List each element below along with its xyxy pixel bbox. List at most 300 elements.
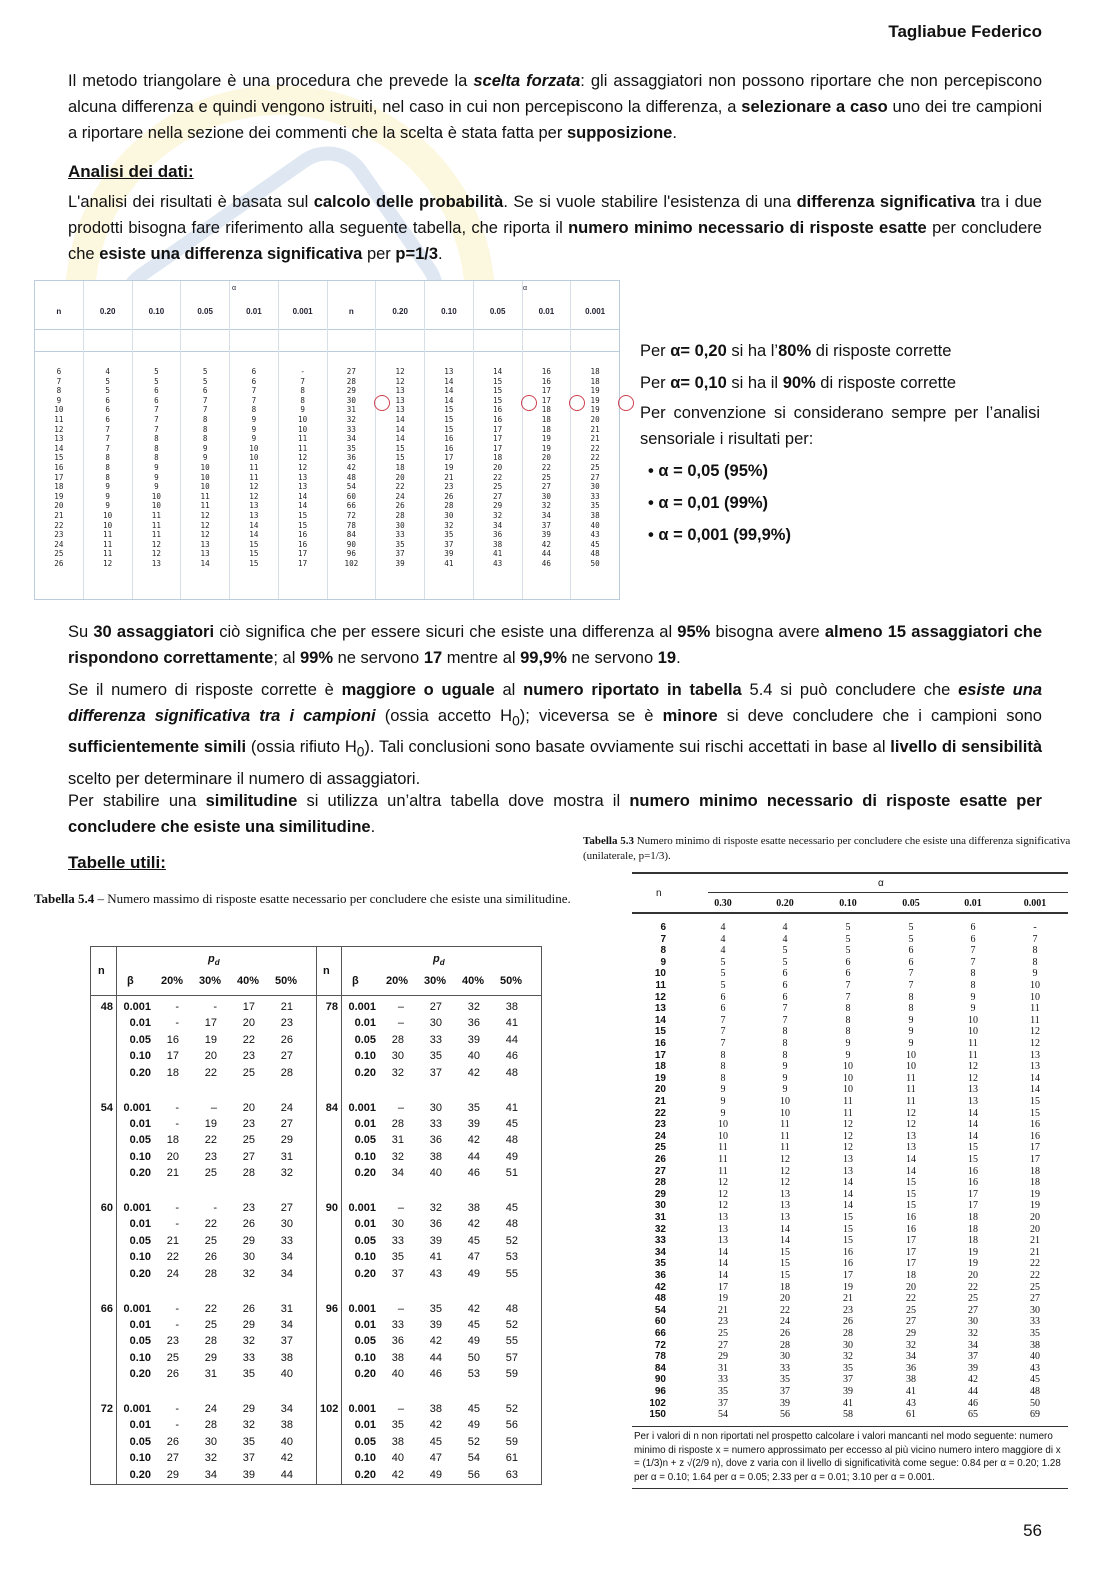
table-cell: 15	[968, 1154, 978, 1165]
table-cell: 40	[1030, 1351, 1040, 1363]
table-cell: 26	[204, 1251, 217, 1264]
table-cell: 10	[718, 1130, 728, 1142]
table-cell: 25	[204, 1318, 217, 1331]
table-cell: 22	[780, 1304, 790, 1316]
group-n: 90	[325, 1202, 338, 1214]
table-cell: 42	[391, 1468, 404, 1481]
table-cell: 17	[242, 1001, 255, 1013]
table-cell: 34	[906, 1351, 916, 1363]
table-cell: 33	[391, 1234, 404, 1247]
conclusion-paragraph: Se il numero di risposte corrette è maggiore o uguale al numero riportato in tabella 5.4 si può concludere che esiste una differenza significativa tra i campioni (ossia accetto $H_0$); viceversa se è minore si deve concludere che i campioni sono sufficientemente simili (ossia rifiuto $H_0$). Tali conclusioni sono basate ovviamente sui rischi accettati in base al livello di sensibilità scelto per determinare il numero di assaggiatori.	[68, 681, 1043, 788]
table-cell: 5	[782, 956, 788, 968]
beta-value: 0.10	[129, 1351, 151, 1364]
table-cell: 8	[720, 1061, 726, 1073]
table-cell: 24	[280, 1101, 293, 1114]
beta-value: 0.20	[354, 1066, 376, 1079]
table-cell: 47	[429, 1452, 442, 1465]
assaggiatori-paragraph: Su 30 assaggiatori ciò significa che per essere sicuri che esiste una differenza al 95% bisogna avere almeno 15 assaggiatori che rispondono correttamente; al 99% ne servono 17 mentre al 99,9% ne servono 19.	[68, 623, 1043, 667]
table-cell: 18	[1030, 1177, 1040, 1189]
table-cell: 8	[970, 968, 976, 980]
beta-value: 0.20	[354, 1267, 376, 1280]
table-cell: 10	[780, 1107, 790, 1119]
beta-header: β	[352, 975, 359, 987]
table-cell: 22	[204, 1218, 217, 1231]
table-cell: 30	[429, 1101, 442, 1114]
table-cell: 13	[780, 1212, 790, 1223]
table-cell: 12	[780, 1177, 790, 1189]
table-cell: 40	[429, 1167, 442, 1180]
alpha-column-header: 0.30	[714, 898, 732, 909]
table-cell: 18	[968, 1212, 978, 1223]
table-cell: 5	[845, 933, 851, 945]
table-cell: 17	[968, 1188, 978, 1200]
table-cell: 8	[720, 1049, 726, 1061]
table-cell: 29	[204, 1351, 217, 1364]
table-cell: 5	[845, 945, 851, 957]
table-cell: 12	[780, 1154, 790, 1165]
table-cell: 45	[467, 1318, 480, 1331]
table-cell: 37	[391, 1267, 404, 1280]
table-cell: –	[397, 1017, 404, 1030]
table-cell: 12	[843, 1119, 853, 1131]
table-cell: 27	[906, 1316, 916, 1328]
table-cell: 4	[720, 933, 726, 945]
table-cell: 6	[908, 945, 914, 957]
beta-value: 0.01	[354, 1017, 376, 1030]
table-cell: 32	[906, 1339, 916, 1351]
table-cell: 44	[968, 1386, 978, 1397]
table-cell: 7	[970, 956, 976, 968]
table-cell: 13	[906, 1142, 916, 1154]
beta-value: 0.20	[129, 1167, 151, 1180]
n-value: 54	[654, 1304, 666, 1316]
table-cell: 10	[1030, 991, 1040, 1003]
table-cell: 11	[718, 1165, 728, 1177]
table-cell: 16	[166, 1033, 179, 1046]
table-cell: 26	[242, 1218, 255, 1231]
column-header: 0.05	[197, 307, 213, 316]
table-cell: 9	[908, 1026, 914, 1038]
table-cell: 32	[968, 1328, 978, 1339]
beta-value: 0.10	[354, 1150, 376, 1163]
highlight-circle	[618, 395, 634, 411]
table-cell: 4	[720, 945, 726, 957]
table-cell: 38	[391, 1351, 404, 1364]
table-cell: 9	[720, 1107, 726, 1119]
table-cell: 41	[429, 1251, 442, 1264]
author-name: Tagliabue Federico	[888, 22, 1042, 41]
table-cell: 27	[280, 1202, 293, 1214]
table-cell: 16	[968, 1165, 978, 1177]
beta-value: 0.001	[123, 1202, 151, 1214]
table-cell: 37	[780, 1386, 790, 1397]
table-column	[523, 281, 572, 599]
table-cell: 6	[782, 980, 788, 991]
table-cell: 8	[782, 1049, 788, 1061]
table-cell: 22	[906, 1293, 916, 1305]
n-value: 11	[655, 980, 666, 991]
beta-value: 0.05	[354, 1134, 376, 1147]
table-cell: 39	[780, 1397, 790, 1409]
table-cell: -	[175, 1117, 179, 1130]
table-cell: 16	[1030, 1119, 1040, 1131]
n-value: 27	[654, 1165, 666, 1177]
analisi-heading: Analisi dei dati:	[68, 162, 194, 181]
table-cell: 12	[968, 1072, 978, 1084]
table-cell: 19	[204, 1033, 217, 1046]
table-cell: 35	[429, 1302, 442, 1315]
table-cell: 12	[906, 1107, 916, 1119]
table-cell: 42	[968, 1374, 978, 1386]
n-value: 60	[654, 1316, 666, 1328]
table-cell: 14	[718, 1246, 728, 1258]
table-cell: 7	[908, 980, 914, 991]
alpha-column-header: 0.20	[776, 898, 794, 909]
table-cell: 36	[429, 1218, 442, 1231]
table-cell: 29	[242, 1318, 255, 1331]
table-cell: 15	[906, 1200, 916, 1212]
table-cell: 34	[280, 1267, 293, 1280]
table-cell: 40	[280, 1368, 293, 1381]
n-value: 31	[654, 1212, 666, 1223]
table-cell: 12	[1030, 1038, 1040, 1049]
table-cell: 19	[1030, 1188, 1040, 1200]
table-cell: -	[175, 1001, 179, 1013]
table-cell: 48	[505, 1066, 518, 1079]
table-cell: 20	[166, 1150, 179, 1163]
n-value: 9	[660, 956, 666, 968]
table-cell: 10	[906, 1049, 916, 1061]
table-cell: 17	[1030, 1142, 1040, 1154]
table-cell: 9	[970, 1003, 976, 1015]
table-cell: 28	[280, 1066, 293, 1079]
table-cell: 9	[720, 1096, 726, 1107]
column-values: 13 14 14 14 15 15 15 16 16 17 19 21 23 26 28 30 32 35 37 39 41	[444, 367, 454, 568]
group-n: 96	[325, 1302, 338, 1315]
table-cell: 15	[1030, 1096, 1040, 1107]
table-cell: 33	[780, 1362, 790, 1374]
table-column	[181, 281, 230, 599]
table-cell: 34	[968, 1339, 978, 1351]
table-cell: 59	[505, 1368, 518, 1381]
table-cell: 63	[505, 1468, 518, 1481]
table-cell: 34	[204, 1468, 217, 1481]
table-cell: 43	[429, 1267, 442, 1280]
table-cell: 13	[968, 1096, 978, 1107]
column-header: 0.01	[246, 307, 262, 316]
table-cell: 9	[782, 1061, 788, 1073]
table-cell: 15	[906, 1177, 916, 1189]
highlight-circle	[521, 395, 537, 411]
n-value: 8	[660, 945, 666, 957]
table-cell: 16	[1030, 1130, 1040, 1142]
table-cell: 13	[906, 1130, 916, 1142]
table-cell: 30	[204, 1435, 217, 1448]
table-cell: 40	[391, 1368, 404, 1381]
table-column	[279, 281, 328, 599]
table-cell: 32	[242, 1267, 255, 1280]
table-cell: 37	[280, 1335, 293, 1348]
table-cell: 38	[1030, 1339, 1040, 1351]
table-cell: 35	[467, 1101, 480, 1114]
table-cell: 9	[845, 1038, 851, 1049]
table-cell: 5	[845, 922, 851, 933]
table-cell: 23	[166, 1335, 179, 1348]
pd-header: $p_d$	[208, 953, 220, 968]
table-cell: 38	[391, 1435, 404, 1448]
table-cell: 28	[204, 1335, 217, 1348]
beta-value: 0.10	[354, 1251, 376, 1264]
table-cell: 45	[467, 1403, 480, 1415]
table-cell: –	[397, 1202, 404, 1214]
column-values: 14 15 15 15 16 16 17 17 17 18 20 22 25 27 29 32 34 36 38 41 43	[493, 367, 503, 568]
table-cell: 10	[968, 1026, 978, 1038]
beta-value: 0.01	[354, 1117, 376, 1130]
table-cell: 45	[505, 1202, 518, 1214]
n-value: 84	[654, 1362, 666, 1374]
table-cell: 20	[1030, 1212, 1040, 1223]
table-cell: 5	[908, 922, 914, 933]
table-cell: 23	[843, 1304, 853, 1316]
table-cell: 13	[718, 1223, 728, 1235]
group-n: 60	[100, 1202, 113, 1214]
group-n: 102	[320, 1403, 339, 1415]
table-cell: 23	[242, 1117, 255, 1130]
beta-value: 0.01	[129, 1419, 151, 1432]
beta-value: 0.05	[354, 1335, 376, 1348]
table-cell: 49	[467, 1267, 480, 1280]
n-value: 18	[654, 1061, 666, 1073]
table-5-3	[632, 872, 1068, 1488]
table-cell: 14	[968, 1119, 978, 1131]
table-cell: -	[175, 1101, 179, 1114]
table-cell: 12	[843, 1142, 853, 1154]
table-cell: 58	[843, 1409, 853, 1421]
table-cell: 51	[505, 1167, 518, 1180]
table-cell: 7	[720, 1026, 726, 1038]
beta-value: 0.001	[348, 1001, 376, 1013]
table-cell: 5	[908, 933, 914, 945]
table-cell: 12	[1030, 1026, 1040, 1038]
intro-paragraph: Il metodo triangolare è una procedura che prevede la scelta forzata: gli assaggiatori non possono riportare che non percepiscono alcuna differenza e quindi vengono istruiti, nel caso in cui non percepiscono la differenza, a selezionare a caso uno dei tre campioni a riportare nella sezione dei commenti che la scelta è stata fatta per supposizione.	[68, 72, 1042, 142]
table-cell: 36	[429, 1134, 442, 1147]
table-cell: –	[210, 1101, 217, 1114]
table-cell: 8	[845, 1026, 851, 1038]
column-values: 16 16 17 17 18 18 18 19 19 20 22 25 27 30 32 34 37 39 42 44 46	[541, 367, 551, 568]
table-cell: 35	[1030, 1328, 1040, 1339]
table-cell: 17	[906, 1235, 916, 1247]
beta-value: 0.01	[129, 1017, 151, 1030]
n-value: 102	[649, 1397, 666, 1409]
n-value: 10	[654, 968, 666, 980]
table-cell: 9	[970, 991, 976, 1003]
table-5-3-footnote: Per i valori di n non riportati nel prospetto calcolare i valori mancanti nel modo seguente: numero minimo di risposte x = numero approssimato per eccesso al più vicino numero intero maggiore di x = (1/3)n + z √(2/9 n), dove z varia con il livello di significatività come segue: 0.84 per α = 0.20; 1.28 per α = 0.10; 1.64 per α = 0.05; 2.33 per α = 0.01; 3.10 per α = 0.001.	[634, 1431, 1061, 1483]
table-cell: 50	[1030, 1397, 1040, 1409]
table-cell: 6	[970, 933, 976, 945]
beta-value: 0.20	[129, 1267, 151, 1280]
table-cell: 61	[505, 1452, 518, 1465]
table-cell: 31	[718, 1362, 728, 1374]
table-cell: 35	[242, 1435, 255, 1448]
table-cell: 34	[280, 1318, 293, 1331]
table-cell: 69	[1030, 1409, 1040, 1421]
table-cell: 44	[429, 1351, 442, 1364]
table-cell: -	[175, 1218, 179, 1231]
pd-header: $p_d$	[433, 953, 445, 968]
table-cell: 21	[166, 1167, 179, 1180]
table-cell: 26	[780, 1328, 790, 1339]
column-values: 6 6 7 7 8 9 9 9 10 10 11 11 12 12 13 13 14 14 15 15 15	[249, 367, 259, 568]
table-cell: 12	[843, 1130, 853, 1142]
table-cell: 10	[906, 1061, 916, 1073]
highlight-circle	[374, 395, 390, 411]
beta-value: 0.001	[123, 1001, 151, 1013]
table-cell: 21	[1030, 1246, 1040, 1258]
similitudine-paragraph: Per stabilire una similitudine si utilizza un’altra tabella dove mostra il numero minimo necessario di risposte esatte per concludere che esiste una similitudine.	[68, 792, 1042, 836]
table-cell: -	[175, 1302, 179, 1315]
table-column	[230, 281, 279, 599]
bullet-item: • α = 0,001 (99,9%)	[648, 526, 791, 544]
table-cell: 4	[720, 922, 726, 933]
table-cell: 43	[906, 1397, 916, 1409]
table-cell: 27	[718, 1339, 728, 1351]
table-cell: 25	[204, 1234, 217, 1247]
table-cell: 26	[242, 1302, 255, 1315]
page-number: 56	[1023, 1521, 1042, 1540]
table-cell: 48	[505, 1302, 518, 1315]
beta-value: 0.05	[354, 1435, 376, 1448]
table-cell: 16	[843, 1246, 853, 1258]
table-cell: 22	[204, 1066, 217, 1079]
table-cell: 28	[391, 1033, 404, 1046]
column-values: 6 7 8 9 10 11 12 13 14 15 16 17 18 19 20 21 22 23 24 25 26	[54, 367, 64, 568]
table-cell: 42	[467, 1134, 480, 1147]
table-cell: 20	[204, 1050, 217, 1063]
table-cell: 18	[166, 1066, 179, 1079]
table-cell: 14	[1030, 1084, 1040, 1096]
table-cell: 48	[1030, 1386, 1040, 1397]
alpha-convention-note: Per convenzione si considerano sempre per l’analisi sensoriale i risultati per:	[640, 404, 1040, 448]
table-cell: 27	[1030, 1293, 1040, 1305]
n-value: 29	[654, 1188, 666, 1200]
beta-value: 0.05	[129, 1435, 151, 1448]
n-value: 23	[654, 1119, 666, 1131]
table-cell: 38	[280, 1351, 293, 1364]
table-cell: 54	[718, 1409, 728, 1421]
table-cell: 9	[782, 1072, 788, 1084]
table-cell: 36	[391, 1335, 404, 1348]
table-column	[328, 281, 377, 599]
n-header: n	[323, 965, 330, 977]
alpha-column-header: 0.10	[839, 898, 857, 909]
table-cell: 45	[429, 1435, 442, 1448]
table-cell: 33	[242, 1351, 255, 1364]
table-cell: 34	[280, 1403, 293, 1415]
beta-value: 0.001	[348, 1403, 376, 1415]
table-cell: 35	[780, 1374, 790, 1386]
table-cell: 41	[906, 1386, 916, 1397]
table-cell: 19	[718, 1293, 728, 1305]
table-cell: 35	[391, 1419, 404, 1432]
table-cell: 30	[780, 1351, 790, 1363]
table-cell: 7	[720, 1014, 726, 1026]
table-cell: 49	[467, 1335, 480, 1348]
table-cell: -	[175, 1017, 179, 1030]
table-cell: 13	[718, 1212, 728, 1223]
table-cell: 18	[968, 1235, 978, 1247]
bullet-item: • α = 0,05 (95%)	[648, 462, 769, 480]
table-cell: 45	[505, 1117, 518, 1130]
beta-value: 0.01	[354, 1218, 376, 1231]
table-cell: 39	[968, 1362, 978, 1374]
table-cell: 5	[720, 980, 726, 991]
table-cell: 15	[906, 1188, 916, 1200]
n-header: n	[98, 965, 105, 977]
n-value: 33	[654, 1235, 666, 1247]
beta-value: 0.01	[129, 1218, 151, 1231]
group-n: 48	[100, 1001, 113, 1013]
table-cell: 42	[467, 1302, 480, 1315]
table-cell: 29	[242, 1403, 255, 1415]
alpha-column-header: 0.05	[902, 898, 920, 909]
n-value: 90	[654, 1374, 666, 1386]
table-cell: 11	[968, 1049, 978, 1061]
table-column	[571, 281, 619, 599]
table-cell: 10	[1030, 980, 1040, 991]
table-cell: 9	[1032, 968, 1038, 980]
table-cell: 8	[908, 991, 914, 1003]
table-cell: 13	[780, 1188, 790, 1200]
table-cell: 22	[166, 1251, 179, 1264]
table-cell: 15	[780, 1258, 790, 1270]
table-cell: 16	[968, 1177, 978, 1189]
table-cell: 34	[280, 1251, 293, 1264]
n-value: 34	[654, 1246, 666, 1258]
n-value: 6	[660, 922, 666, 933]
table-cell: 28	[391, 1117, 404, 1130]
table-cell: 15	[780, 1246, 790, 1258]
n-value: 42	[654, 1281, 666, 1293]
alpha-column-header: 0.001	[1023, 898, 1047, 909]
table-cell: 14	[1030, 1072, 1040, 1084]
column-values: - 7 8 8 9 10 10 11 11 12 12 13 13 14 14 15 15 16 16 17 17	[298, 367, 308, 568]
table-cell: 31	[280, 1150, 293, 1163]
table-cell: –	[397, 1403, 404, 1415]
table-cell: 10	[780, 1096, 790, 1107]
table-cell: 7	[908, 968, 914, 980]
beta-value: 0.05	[354, 1033, 376, 1046]
table-cell: 25	[968, 1293, 978, 1305]
table-cell: 24	[166, 1267, 179, 1280]
table-cell: 30	[391, 1218, 404, 1231]
table-cell: 8	[782, 1026, 788, 1038]
table-cell: 22	[1030, 1270, 1040, 1281]
percent-header: 20%	[386, 975, 409, 987]
beta-value: 0.01	[129, 1318, 151, 1331]
column-values: 18 18 19 19 19 20 21 21 22 22 25 27 30 33 35 38 40 43 45 48 50	[590, 367, 600, 568]
n-value: 26	[654, 1154, 666, 1165]
percent-header: 50%	[500, 975, 523, 987]
n-value: 17	[654, 1049, 666, 1061]
triangle-significance-table	[34, 280, 620, 600]
n-value: 25	[654, 1142, 666, 1154]
table-cell: 15	[1030, 1107, 1040, 1119]
table-cell: 33	[1030, 1316, 1040, 1328]
table-cell: 44	[505, 1033, 518, 1046]
beta-value: 0.10	[129, 1251, 151, 1264]
table-cell: 13	[968, 1084, 978, 1096]
table-cell: 42	[467, 1066, 480, 1079]
